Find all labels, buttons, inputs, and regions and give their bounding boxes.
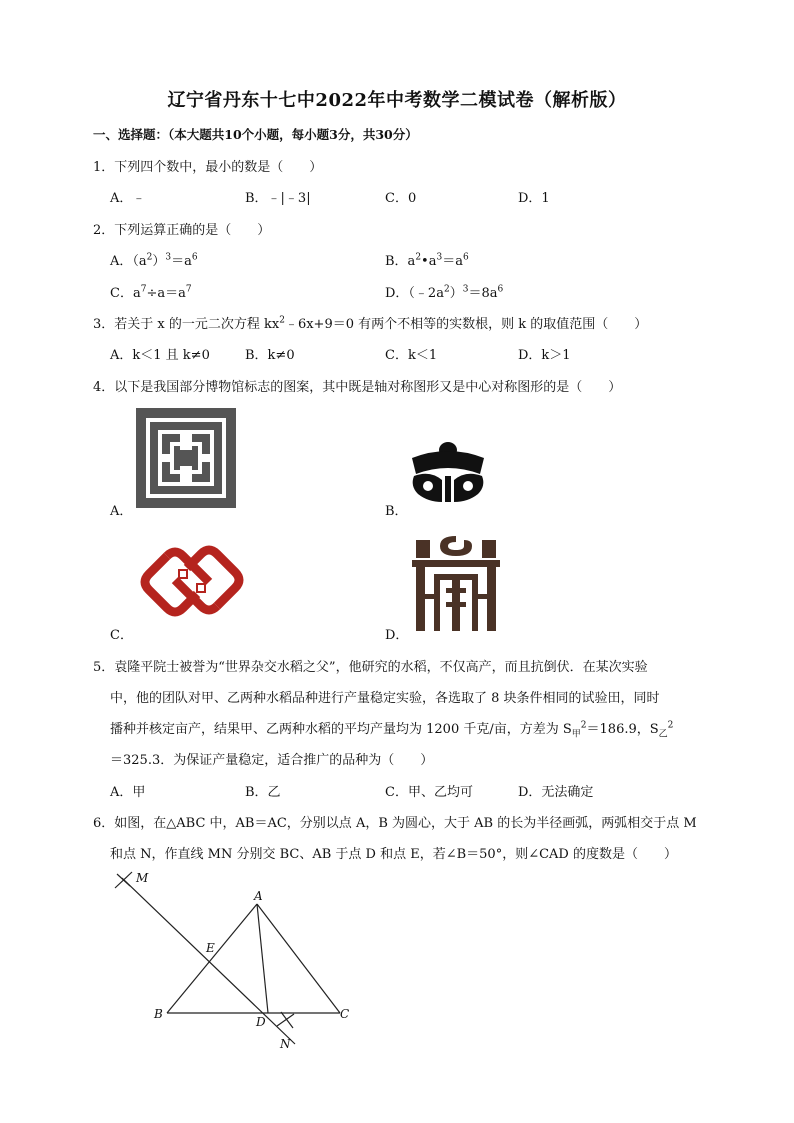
question-4-option-c: C． [110,628,133,643]
question-4-option-b: B． [385,504,408,519]
question-2-option-a: A．$(a^2)^3=a^6$ [110,252,198,269]
label-e: E [206,941,215,955]
page-title: 辽宁省丹东十七中2022年中考数学二模试卷（解析版） [167,90,627,111]
question-5-line-4: ＝325.3．为保证产量稳定，适合推广的品种为（ ） [110,753,434,768]
question-5-line-3: 播种并核定亩产，结果甲、乙两种水稻的平均产量均为 1200 千克/亩，方差为 $S_甲^2=186.9$，$S_乙^2$ [110,720,674,740]
question-5-option-c: C．甲、乙均可 [385,785,473,800]
label-m: M [136,871,149,885]
question-5-line-2: 中，他的团队对甲、乙两种水稻品种进行产量稳定实验，各选取了 8 块条件相同的试验田，同时 [110,691,660,706]
museum-logo-b [408,440,488,506]
segment-ad [257,904,268,1013]
question-5-option-a: A．甲 [110,785,146,800]
question-5-option-b: B．乙 [245,785,281,800]
question-4-option-d: D． [385,628,409,643]
question-6-line-2: 和点 N，作直线 MN 分别交 BC、AB 于点 D 和点 E，若∠B＝50°，则∠CAD 的度数是（ ） [110,847,677,862]
question-1-stem: 1．下列四个数中，最小的数是（ ） [93,160,323,175]
question-2-option-b: B．$a^2•a^3=a^6$ [385,252,469,269]
label-a: A [254,889,263,903]
question-3-option-b: B．k≠0 [245,348,295,363]
line-mn [122,878,295,1044]
question-4-stem: 4．以下是我国部分博物馆标志的图案，其中既是轴对称图形又是中心对称图形的是（ ） [93,380,622,395]
question-6-line-1: 6．如图，在△ABC 中，AB＝AC，分别以点 A，B 为圆心，大于 AB 的长为半径画弧，两弧相交于点 M [93,816,697,831]
museum-logo-a [136,408,236,508]
triangle-figure [100,866,360,1056]
label-d: D [256,1015,266,1029]
question-2-option-c: C．$a^7\div a=a^7$ [110,284,192,301]
question-2-option-d: D．$(﹣2a^2)^3=8a^6$ [385,284,504,301]
museum-logo-d [410,534,502,632]
question-3-option-d: D．k＞1 [518,348,571,363]
question-3-option-a: A．k＜1 且 k≠0 [110,348,210,363]
question-1-option-d: D．1 [518,191,550,206]
question-1-option-a: A．﹣ [110,191,146,206]
question-3-stem: 3．若关于 x 的一元二次方程 $kx^2﹣6x+9=0$ 有两个不相等的实数根，则 k 的取值范围（ ） [93,315,648,332]
label-c: C [340,1007,350,1021]
question-2-stem: 2．下列运算正确的是（ ） [93,223,271,238]
segment-ac [257,904,340,1013]
question-3-option-c: C．k＜1 [385,348,438,363]
question-5-option-d: D．无法确定 [518,785,594,800]
label-n: N [280,1037,291,1051]
segment-ab [167,904,257,1013]
arc-mark-n-1 [277,1014,294,1026]
label-b: B [154,1007,163,1021]
museum-logo-c [137,536,247,626]
arc-mark-n-2 [281,1012,293,1028]
question-1-option-c: C．0 [385,191,417,206]
question-1-option-b: B．﹣|﹣3| [245,191,311,206]
section-heading: 一、选择题：（本大题共10个小题，每小题3分，共30分） [93,127,418,142]
question-5-line-1: 5．袁隆平院士被誉为“世界杂交水稻之父”，他研究的水稻，不仅高产，而且抗倒伏．在某次实验 [93,660,648,675]
question-4-option-a: A． [110,504,133,519]
